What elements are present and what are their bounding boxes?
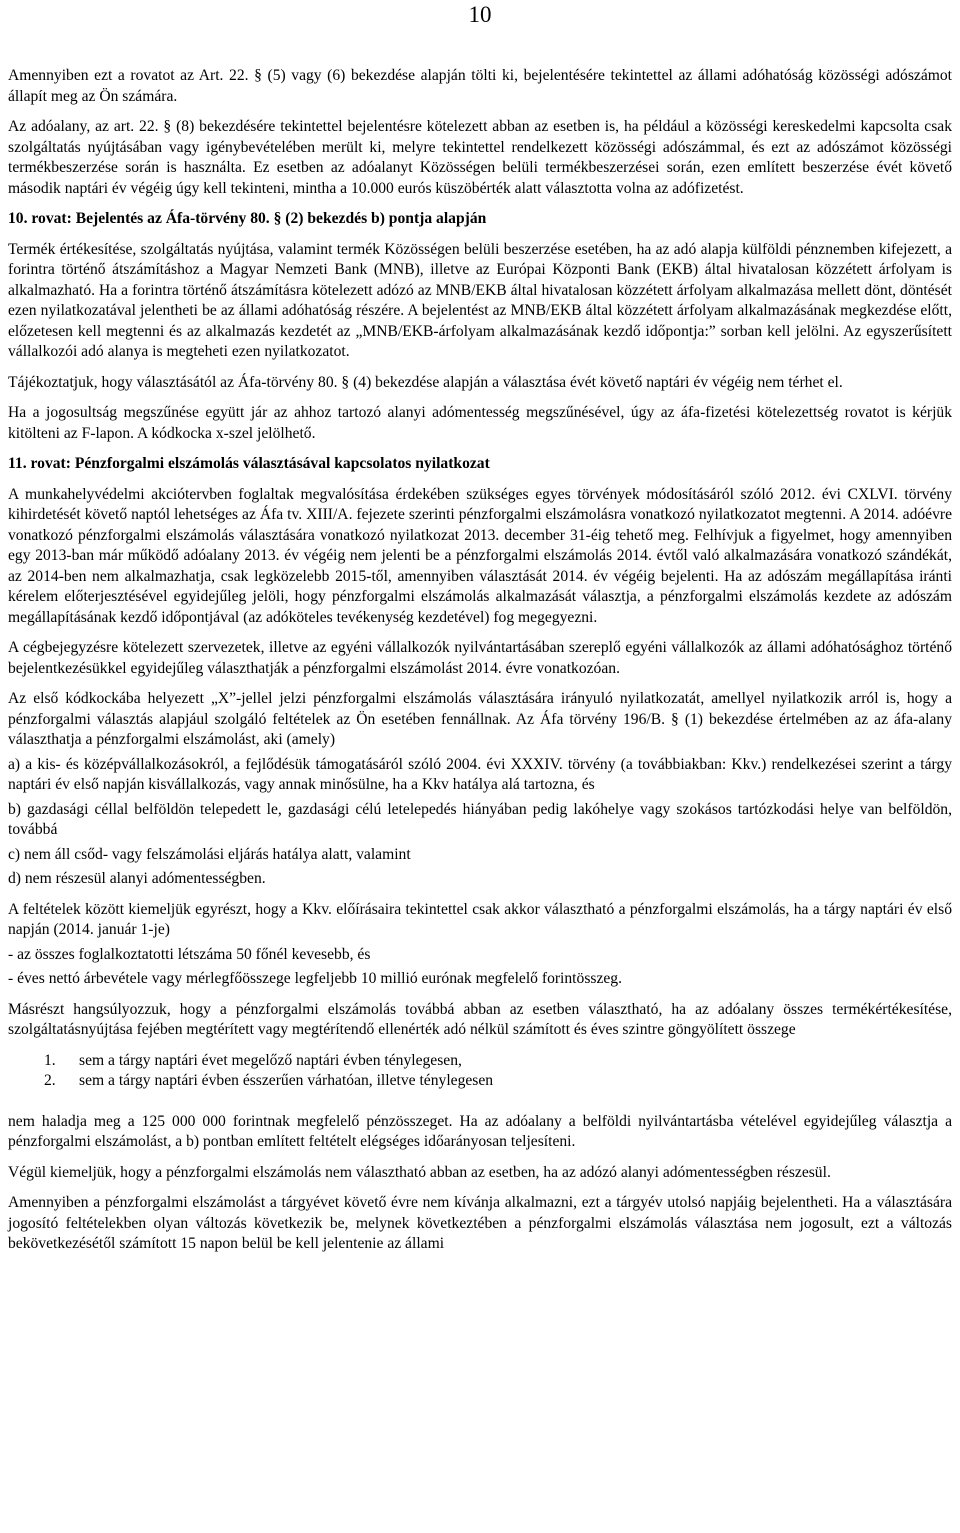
document-body — [8, 66, 952, 1265]
list-item-number: 2. — [44, 1072, 56, 1089]
numbered-list — [8, 1051, 952, 1092]
list-item-number: 1. — [44, 1051, 56, 1069]
paragraph-cash-accounting-intro: A munkahelyvédelmi akciótervben foglaltak megvalósítása érdekében szükséges egyes törvények módosításáról szóló 2012. évi CXLVI. törvény kihirdetését követő naptól lehetséges az Áfa tv. XIII/A. fejezete szerinti pénzforgalmi elszámolásra vonatkozó nyilatkozatot megtenni. A 2014. adóévre vonatkozó pénzforgalmi elszámolás választására vonatkozó nyilatkozat 2013. december 31-éig tehető meg. Felhívjuk a figyelmet, hogy amennyiben egy 2013-ban már működő adóalany 2013. év végéig nem jelenti be a pénzforgalmi elszámolás 2014. évtől való alkalmazására vonatkozó szándékát, az 2014-ben nem alkalmazhatja, csak legközelebb 2015-től, amennyiben választását 2014. év végéig bejelenti. Ha az adószám megállapítása iránti kérelem előterjesztésével egyidejűleg jelöli, hogy pénzforgalmi elszámolás alkalmazását választja, a pénzforgalmi elszámolás kezdete az adószám megállapításának kezdő időpontjával (az adóköteles tevékenység kezdetével) fog megegyezni. — [8, 485, 952, 626]
section-heading-10: 10. rovat: Bejelentés az Áfa-törvény 80. § (2) bekezdés b) pontja alapján — [8, 210, 487, 227]
paragraph-exclusion: Végül kiemeljük, hogy a pénzforgalmi elszámolás nem választható abban az esetben, ha az adózó alanyi adómentességben részesül. — [8, 1163, 831, 1181]
paragraph-exchange-rate: Termék értékesítése, szolgáltatás nyújtása, valamint termék Közösségen belüli beszerzése esetében, ha az adó alapja külföldi pénznemben kifejezett, a forintra történő átszámításhoz a Magyar Nemzeti Bank (MNB), illetve az Európai Központi Bank (EKB) által hivatalosan közzétett árfolyam is alkalmazható. Ha a forintra történő átszámításra kötelezett adózó az MNB/EKB által hivatalosan közzétett árfolyam alkalmazása mellett dönt, döntését ezen nyilatkozatával jelentheti be az állami adóhatóság részére. A bejelentést az MNB/EKB által közzétett árfolyam alkalmazásának megkezdése előtt, előzetesen kell megtenni és az alkalmazás kezdetét az „MNB/EKB-árfolyam alkalmazásának kezdő időpontja:” sorban kell jelölni. Az egyszerűsített vállalkozói adó alanya is megteheti ezen nyilatkozatot. — [8, 240, 952, 360]
condition-d: d) nem részesül alanyi adómentességben. — [8, 870, 266, 887]
paragraph-exemption-end: Ha a jogosultság megszűnése együtt jár az ahhoz tartozó alanyi adómentesség megszűnésével, úgy az áfa-fizetési kötelezettség rovatot is kérjük kitölteni az F-lapon. A kódkocka x-szel jelölhető. — [8, 404, 952, 442]
list-item-text: sem a tárgy naptári évet megelőző naptári évben ténylegesen, — [79, 1051, 462, 1069]
condition-c: c) nem áll csőd- vagy felszámolási eljárás hatálya alatt, valamint — [8, 845, 411, 863]
list-item — [8, 1071, 952, 1092]
paragraph-turnover: Másrészt hangsúlyozzuk, hogy a pénzforgalmi elszámolás továbbá abban az esetben választható, ha az adóalany összes termékértékesítése, szolgáltatásnyújtása fejében megtérített vagy megtérítendő ellenérték adó nélkül számított és éves szintre göngyölített összege — [8, 1000, 952, 1038]
paragraph-art22-5-6: Amennyiben ezt a rovatot az Art. 22. § (5) vagy (6) bekezdése alapján tölti ki, bejelentésére tekintettel az állami adóhatóság közösségi adószámot állapít meg az Ön számára. — [8, 67, 952, 105]
list-item-text: sem a tárgy naptári évben ésszerűen várhatóan, illetve ténylegesen — [79, 1072, 494, 1089]
paragraph-choice-binding: Tájékoztatjuk, hogy választásától az Áfa-törvény 80. § (4) bekezdése alapján a választása évét követő naptári év végéig nem térhet el. — [8, 373, 843, 391]
paragraph-first-box: Az első kódkockába helyezett „X”-jellel jelzi pénzforgalmi elszámolás választására irányuló nyilatkozatát, amellyel nyilatkozik arról is, hogy a pénzforgalmi választás alapjául szolgáló feltételek az Ön esetében fennállnak. Az Áfa törvény 196/B. § (1) bekezdése értelmében az az áfa-alany választhatja a pénzforgalmi elszámolást, aki (amely) — [8, 690, 952, 748]
paragraph-conditions: A feltételek között kiemeljük egyrészt, hogy a Kkv. előírásaira tekintettel csak akkor választható a pénzforgalmi elszámolás, ha a tárgy naptári év első napján (2014. január 1-je) — [8, 900, 952, 938]
paragraph-threshold: nem haladja meg a 125 000 000 forintnak megfelelő pénzösszeget. Ha az adóalany a belföldi nyilvántartásba vételével egyidejűleg választja a pénzforgalmi elszámolást, a b) pontban említett feltételt elégséges időarányosan teljesíteni. — [8, 1112, 952, 1150]
paragraph-withdrawal: Amennyiben a pénzforgalmi elszámolást a tárgyévet követő évre nem kívánja alkalmazni, ezt a tárgyév utolsó napjáig bejelentheti. Ha a választására jogosító feltételekben olyan változás következik be, melynek következtében a pénzforgalmi elszámolás választása nem jogosult, ezt a változás bekövetkezésétől számított 15 napon belül be kell jelentenie az állami — [8, 1194, 952, 1252]
page-number: 10 — [468, 2, 492, 27]
condition-dash-1: - az összes foglalkoztatotti létszáma 50 főnél kevesebb, és — [8, 945, 371, 963]
condition-b: b) gazdasági céllal belföldön telepedett le, gazdasági célú letelepedés hiányában pedig lakóhelye vagy szokásos tartózkodási helye van belföldön, továbbá — [8, 800, 952, 838]
paragraph-art22-8: Az adóalany, az art. 22. § (8) bekezdésére tekintettel bejelentésre kötelezett abban az esetben is, ha például a közösségi kereskedelmi kapcsolta csak szolgáltatás nyújtásában vagy igénybevételében merült ki, melyre tekintettel rendelkezett közösségi adószámmal, és ezt az adószámot közösségi termékbeszerzése során is használta. Ez esetben az adóalanyt Közösségen belüli termékbeszerzései során, ezen említett beszerzése évét követő második naptári év végéig úgy kell tekinteni, mintha a 10.000 eurós küszöbérték alatt választotta volna az adófizetést. — [8, 118, 952, 197]
section-heading-11: 11. rovat: Pénzforgalmi elszámolás választásával kapcsolatos nyilatkozat — [8, 455, 490, 472]
list-item — [8, 1051, 952, 1072]
condition-dash-2: - éves nettó árbevétele vagy mérlegfőösszege legfeljebb 10 millió eurónak megfelelő forintösszeg. — [8, 970, 622, 987]
paragraph-registration: A cégbejegyzésre kötelezett szervezetek, illetve az egyéni vállalkozók nyilvántartásában szereplő egyéni vállalkozók az állami adóhatósághoz történő bejelentkezésükkel egyidejűleg választhatják a pénzforgalmi elszámolást 2014. évre vonatkozóan. — [8, 639, 952, 677]
condition-a: a) a kis- és középvállalkozásokról, a fejlődésük támogatásáról szóló 2004. évi XXXIV. törvény (a továbbiakban: Kkv.) rendelkezései szerint a tárgy naptári év első napján kisvállalkozás, vagy annak minősülne, ha a Kkv hatálya alá tartozna, és — [8, 755, 952, 793]
